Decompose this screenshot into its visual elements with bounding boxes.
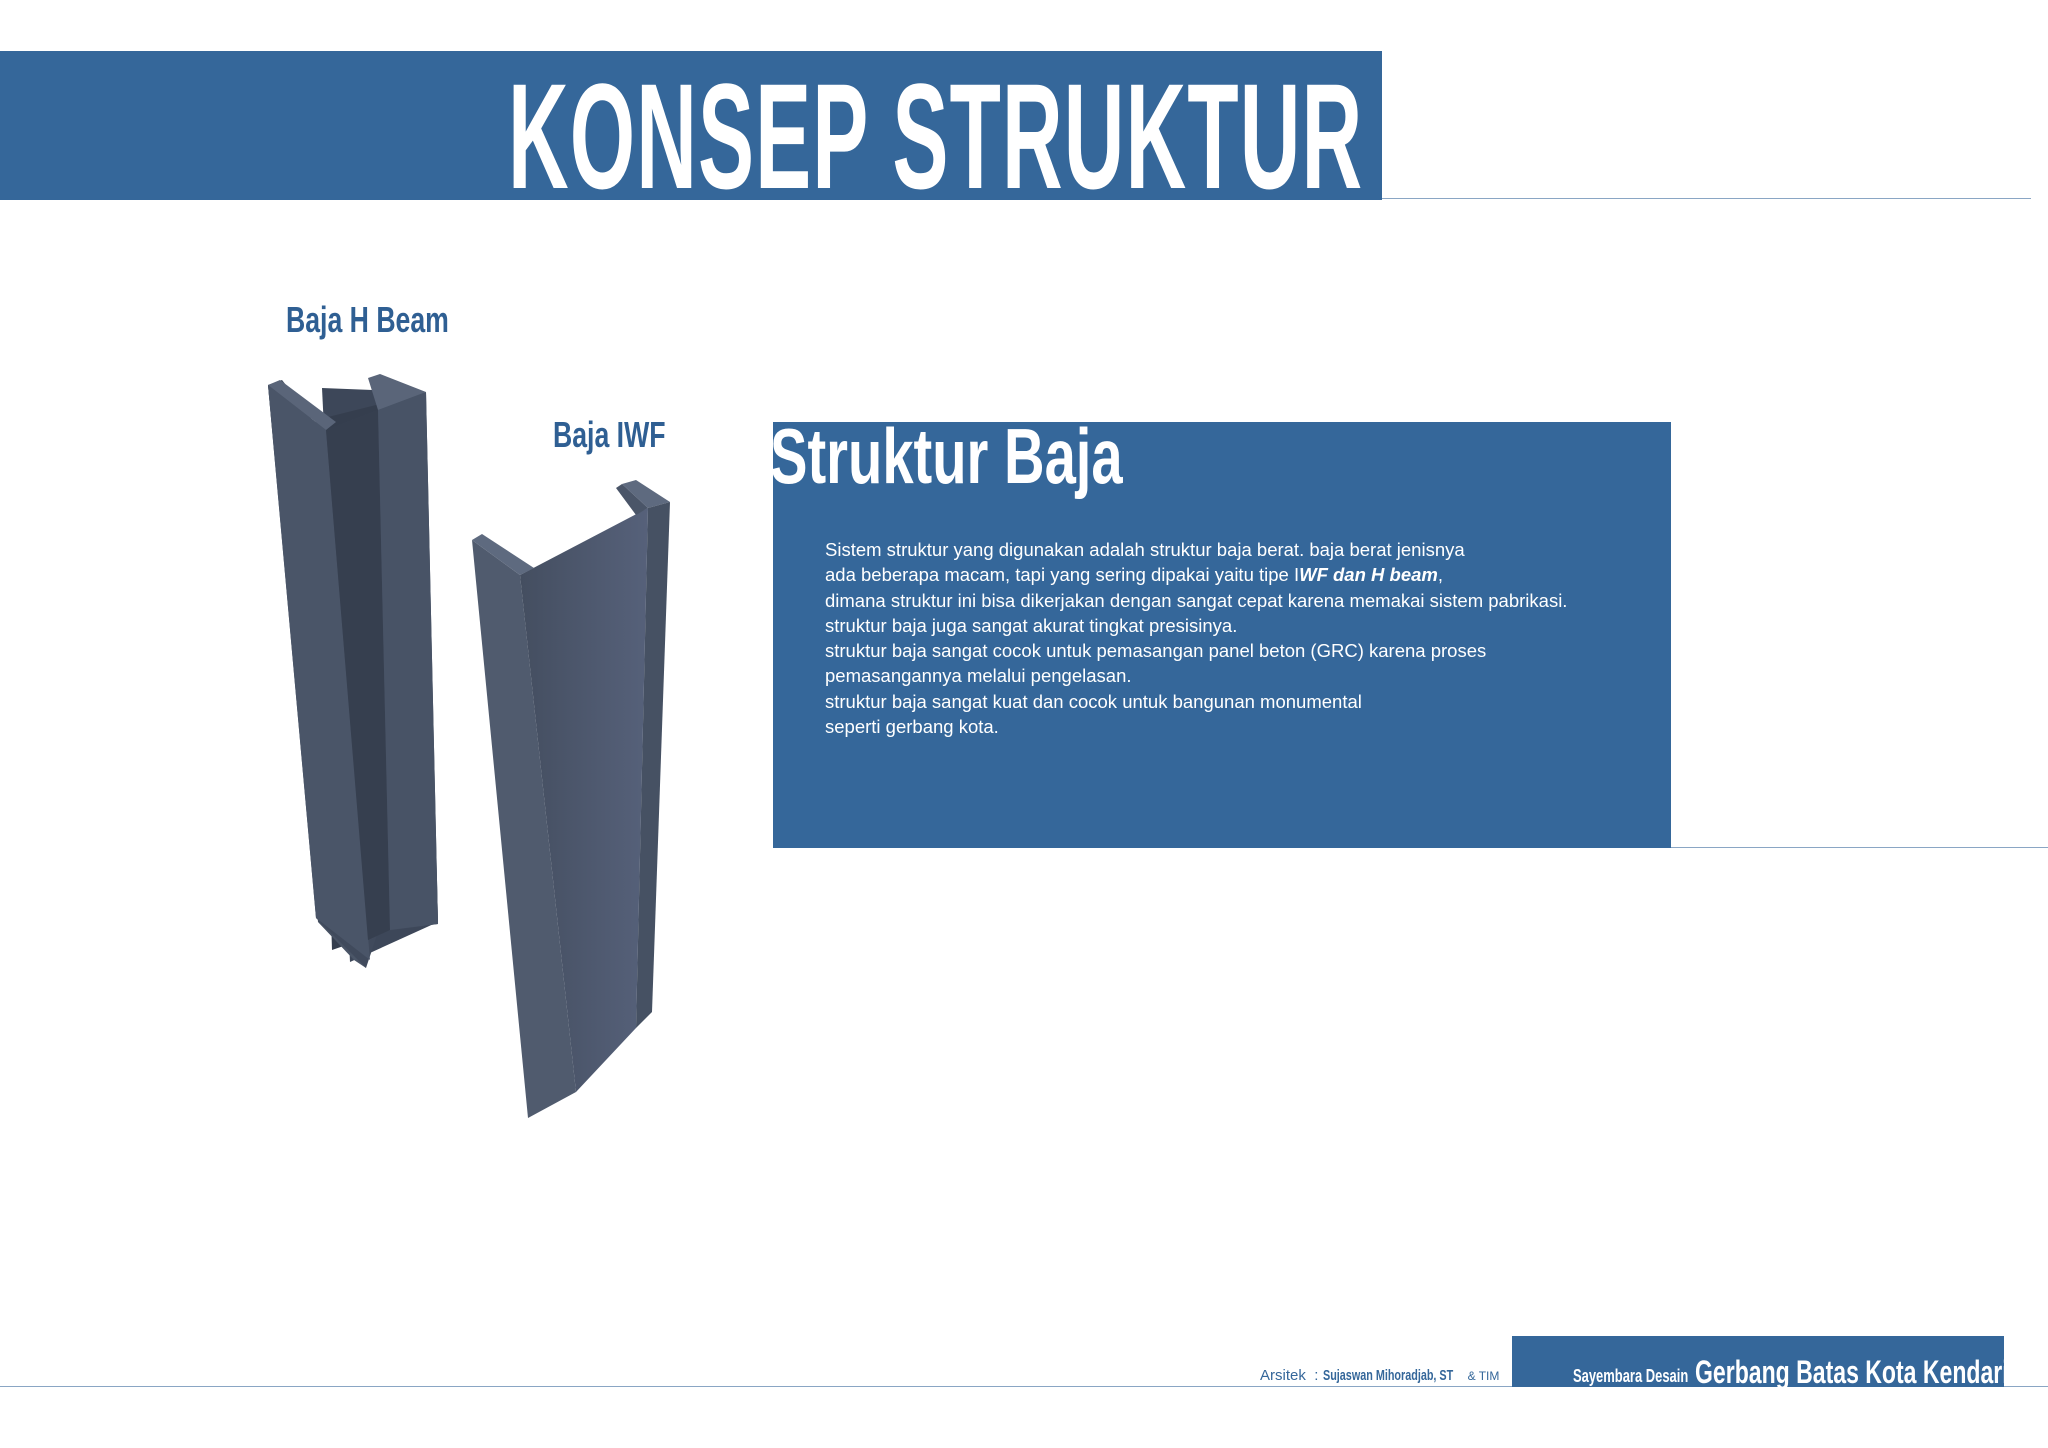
description-line: Sistem struktur yang digunakan adalah struktur baja berat. baja berat jenisnya bbox=[825, 539, 1465, 560]
architect-separator: : bbox=[1314, 1367, 1319, 1384]
description-line: pemasangannya melalui pengelasan. bbox=[825, 665, 1132, 687]
panel-description bbox=[825, 537, 1645, 739]
h-beam-label: Baja H Beam bbox=[286, 299, 449, 340]
description-line: struktur baja sangat kuat dan cocok untuk bangunan monumental bbox=[825, 690, 1362, 712]
competition-label: Sayembara Desain bbox=[1573, 1366, 1689, 1386]
page-title: KONSEP STRUKTUR bbox=[508, 52, 1364, 220]
architect-label: Arsitek bbox=[1260, 1367, 1306, 1384]
architect-name: Sujaswan Mihoradjab, ST bbox=[1322, 1367, 1453, 1384]
steel-beams-illustration bbox=[250, 370, 700, 1130]
header-rule bbox=[1382, 198, 2031, 199]
architect-suffix: & TIM bbox=[1467, 1369, 1500, 1383]
architect-credit bbox=[1260, 1366, 1499, 1386]
iwf-label: Baja IWF bbox=[553, 414, 666, 455]
description-line: seperti gerbang kota. bbox=[825, 716, 999, 738]
info-rule bbox=[1671, 847, 2048, 848]
description-line: ada beberapa macam, tapi yang sering dipakai yaitu tipe IWF dan H beam, bbox=[825, 564, 1444, 586]
iwf-beam-illustration bbox=[472, 480, 670, 1118]
panel-title: Struktur Baja bbox=[770, 412, 1123, 500]
competition-title: Gerbang Batas Kota Kendari bbox=[1695, 1354, 2009, 1390]
description-line: struktur baja sangat cocok untuk pemasangan panel beton (GRC) karena proses bbox=[825, 640, 1487, 662]
emphasis-text: WF dan H beam bbox=[1299, 564, 1438, 586]
h-beam-illustration bbox=[262, 374, 438, 968]
description-line: dimana struktur ini bisa dikerjakan dengan sangat cepat karena memakai sistem pabrikasi. bbox=[825, 589, 1568, 611]
description-line: struktur baja juga sangat akurat tingkat presisinya. bbox=[825, 614, 1238, 636]
